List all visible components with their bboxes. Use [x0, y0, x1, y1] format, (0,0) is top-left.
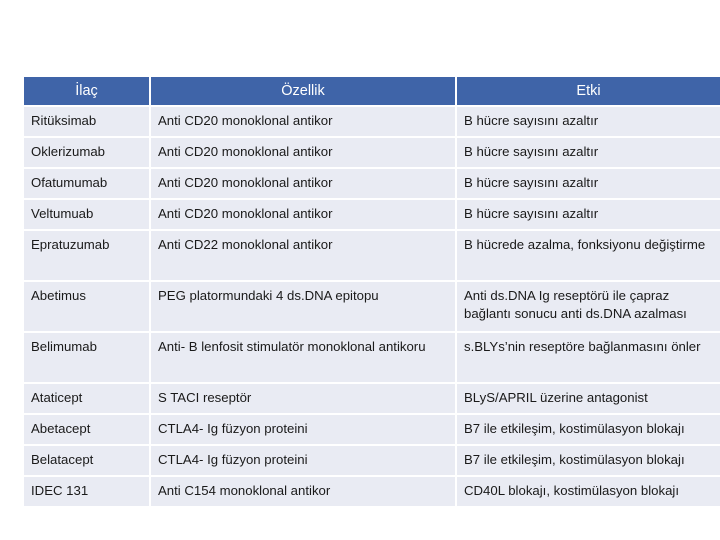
- drug-cell: Epratuzumab: [24, 231, 151, 282]
- effect-cell: CD40L blokajı, kostimülasyon blokajı: [457, 477, 720, 508]
- property-cell: Anti C154 monoklonal antikor: [151, 477, 457, 508]
- drug-cell: Veltumuab: [24, 200, 151, 231]
- table-row: [24, 384, 720, 415]
- effect-cell: B hücre sayısını azaltır: [457, 169, 720, 200]
- table-row: [24, 200, 720, 231]
- header-drug: İlaç: [24, 77, 151, 107]
- property-cell: Anti CD20 monoklonal antikor: [151, 200, 457, 231]
- table-row: [24, 169, 720, 200]
- table-row: [24, 107, 720, 138]
- property-cell: Anti CD22 monoklonal antikor: [151, 231, 457, 282]
- property-cell: PEG platormundaki 4 ds.DNA epitopu: [151, 282, 457, 333]
- property-cell: Anti CD20 monoklonal antikor: [151, 107, 457, 138]
- property-cell: S TACI reseptör: [151, 384, 457, 415]
- effect-cell: B7 ile etkileşim, kostimülasyon blokajı: [457, 415, 720, 446]
- drug-cell: Oklerizumab: [24, 138, 151, 169]
- drug-cell: Ofatumumab: [24, 169, 151, 200]
- effect-cell: BLyS/APRIL üzerine antagonist: [457, 384, 720, 415]
- table-row: [24, 415, 720, 446]
- effect-cell: B hücre sayısını azaltır: [457, 107, 720, 138]
- table-row: [24, 231, 720, 282]
- effect-cell: B hücre sayısını azaltır: [457, 138, 720, 169]
- effect-cell: B7 ile etkileşim, kostimülasyon blokajı: [457, 446, 720, 477]
- property-cell: Anti- B lenfosit stimulatör monoklonal antikoru: [151, 333, 457, 384]
- drug-cell: Ataticept: [24, 384, 151, 415]
- drug-cell: Belimumab: [24, 333, 151, 384]
- property-cell: Anti CD20 monoklonal antikor: [151, 138, 457, 169]
- effect-cell: B hücrede azalma, fonksiyonu değiştirme: [457, 231, 720, 282]
- header-effect: Etki: [457, 77, 720, 107]
- property-cell: CTLA4- Ig füzyon proteini: [151, 415, 457, 446]
- effect-cell: B hücre sayısını azaltır: [457, 200, 720, 231]
- effect-cell: s.BLYs’nin reseptöre bağlanmasını önler: [457, 333, 720, 384]
- table-header-row: [24, 77, 720, 107]
- drug-cell: Belatacept: [24, 446, 151, 477]
- table-row: [24, 282, 720, 333]
- table-row: [24, 477, 720, 508]
- drug-table-container: [24, 77, 720, 508]
- property-cell: Anti CD20 monoklonal antikor: [151, 169, 457, 200]
- effect-cell: Anti ds.DNA Ig reseptörü ile çapraz bağlantı sonucu anti ds.DNA azalması: [457, 282, 720, 333]
- property-cell: CTLA4- Ig füzyon proteini: [151, 446, 457, 477]
- drug-cell: Abetacept: [24, 415, 151, 446]
- drug-cell: IDEC 131: [24, 477, 151, 508]
- header-property: Özellik: [151, 77, 457, 107]
- drug-cell: Ritüksimab: [24, 107, 151, 138]
- table-row: [24, 138, 720, 169]
- table-row: [24, 333, 720, 384]
- drug-table: [24, 77, 720, 508]
- drug-cell: Abetimus: [24, 282, 151, 333]
- table-row: [24, 446, 720, 477]
